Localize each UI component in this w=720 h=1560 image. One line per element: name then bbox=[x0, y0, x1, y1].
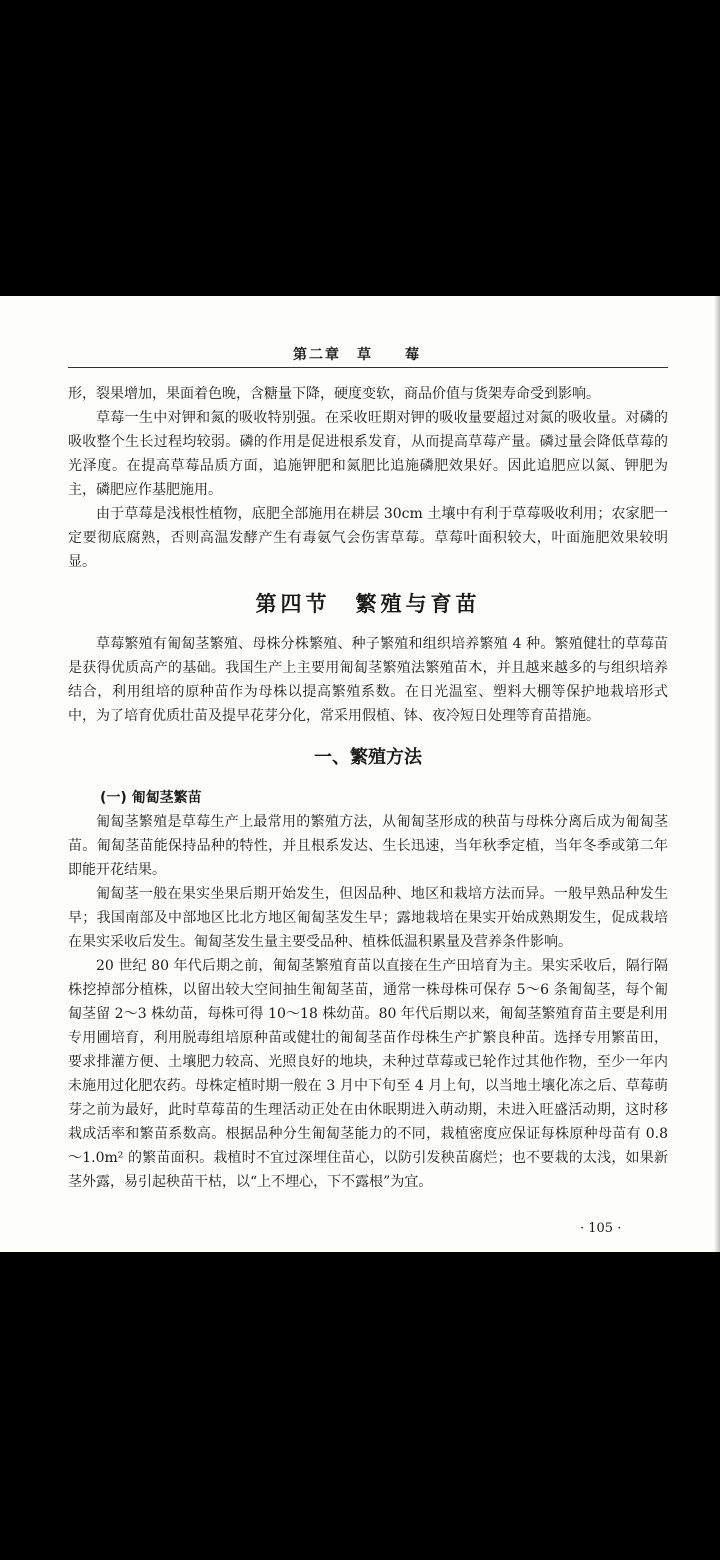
page-content bbox=[68, 382, 668, 1194]
running-head: 第二章 草 莓 bbox=[293, 347, 421, 363]
paragraph-continuation: 形，裂果增加，果面着色晚，含糖量下降，硬度变软，商品价值与货架寿命受到影响。 bbox=[68, 386, 600, 402]
section-intro-paragraph: 草莓繁殖有匍匐茎繁殖、母株分株繁殖、种子繁殖和组织培养繁殖 4 种。繁殖健壮的草莓苗是获得优质高产的基础。我国生产上主要用匍匐茎繁殖法繁殖苗木，并且越来越多的与组织培养结合，利用组培的原种苗作为母株以提高繁殖系数。在日光温室、塑料大棚等保护地栽培形式中，为了培育优质壮苗及提早花芽分化，常采用假植、钵、夜冷短日处理等育苗措施。 bbox=[68, 636, 668, 724]
paragraph-runner-nursery: 20 世纪 80 年代后期之前，匍匐茎繁殖育苗以直接在生产田培育为主。果实采收后，隔行隔株挖掉部分植株，以留出较大空间抽生匍匐茎苗，通常一株母株可保存 5～6 条匍匐茎，每个匍匐茎留 2～3 株幼苗，每株可得 10～18 株幼苗。80 年代后期以来，匍匐茎繁殖育苗主要是利用专用圃培育，利用脱毒组培原种苗或健壮的匍匐茎苗作母株生产扩繁良种苗。选择专用繁苗田，要求排灌方便、土壤肥力较高、光照良好的地块，未种过草莓或已轮作过其他作物，至少一年内未施用过化肥农药。母株定植时期一般在 3 月中下旬至 4 月上旬，以当地土壤化冻之后、草莓萌芽之前为最好，此时草莓苗的生理活动正处在由休眠期进入萌动期，未进入旺盛活动期，这时移栽成活率和繁苗系数高。根据品种分生匍匐茎能力的不同，栽植密度应保证每株原种母苗有 0.8～1.0m² 的繁苗面积。栽植时不宜过深埋住苗心，以防引发秧苗腐烂；也不要栽的太浅，如果新茎外露，易引起秧苗干枯，以“上不埋心，下不露根”为宜。 bbox=[68, 958, 668, 1190]
paragraph-potassium-nitrogen: 草莓一生中对钾和氮的吸收特别强。在采收旺期对钾的吸收量要超过对氮的吸收量。对磷的吸收整个生长过程均较弱。磷的作用是促进根系发育，从而提高草莓产量。磷过量会降低草莓的光泽度。在提高草莓品质方面，追施钾肥和氮肥比追施磷肥效果好。因此追肥应以氮、钾肥为主，磷肥应作基肥施用。 bbox=[68, 410, 668, 498]
paragraph-runner-propagation: 匍匐茎繁殖是草莓生产上最常用的繁殖方法，从匍匐茎形成的秧苗与母株分离后成为匍匐茎苗。匍匐茎苗能保持品种的特性，并且根系发达、生长迅速，当年秋季定植，当年冬季或第二年即能开花结果。 bbox=[68, 814, 668, 878]
book-page bbox=[0, 296, 720, 1252]
paragraph-base-fertilizer: 由于草莓是浅根性植物，底肥全部施用在耕层 30cm 土壤中有利于草莓吸收利用；农家肥一定要彻底腐熟，否则高温发酵产生有毒氨气会伤害草莓。草莓叶面积较大，叶面施肥效果较明显。 bbox=[68, 506, 668, 570]
minor-heading: (一) 匍匐茎繁苗 bbox=[100, 790, 202, 806]
subsection-title: 一、繁殖方法 bbox=[314, 747, 422, 768]
paragraph-runner-timing: 匍匐茎一般在果实坐果后期开始发生，但因品种、地区和栽培方法而异。一般早熟品种发生早；我国南部及中部地区比北方地区匍匐茎发生早；露地栽培在果实开始成熟期发生，促成栽培在果实采收后发生。匍匐茎发生量主要受品种、植株低温积累量及营养条件影响。 bbox=[68, 886, 668, 950]
page-number: · 105 · bbox=[580, 1221, 622, 1236]
page-edge-shadow bbox=[714, 296, 720, 1252]
section-title: 第四节 繁殖与育苗 bbox=[255, 591, 481, 616]
header-rule bbox=[68, 367, 668, 368]
